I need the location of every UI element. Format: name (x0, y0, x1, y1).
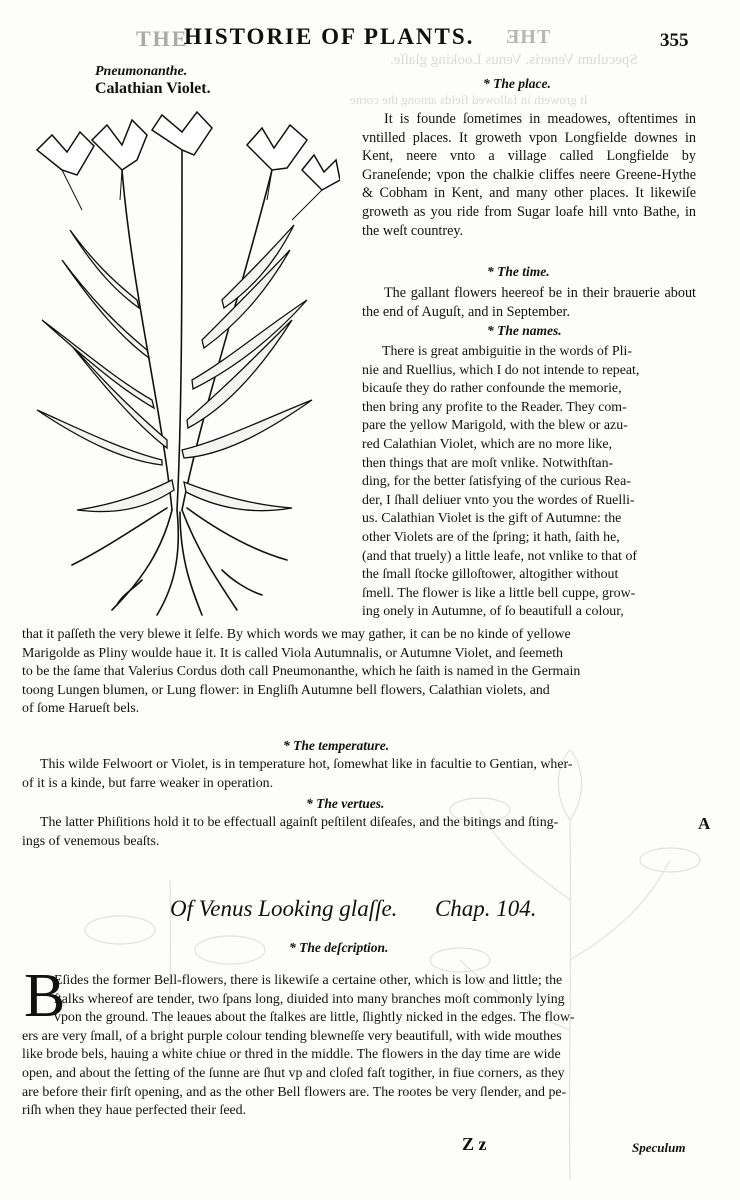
section-text-temperature (22, 756, 698, 793)
text-line: ers are very ſmall, of a bright purple colour tending blewneſſe very beautifull, with wide mouthes (22, 1028, 562, 1044)
page-number: 355 (660, 30, 689, 51)
text-line: like brode bels, hauing a white chiue or thred in the middle. The flowers in the day time are wide (22, 1047, 561, 1063)
text-line: that it paſſeth the very blewe it ſelfe. By which words we may gather, it can be no kinde of yellowe (22, 627, 571, 642)
text-line: bicauſe they do rather confounde the memorie, (362, 381, 622, 397)
chapter-number: Chap. 104. (434, 896, 537, 921)
section-heading-vertues: * The vertues. (306, 796, 385, 811)
text-line: ſmell. The flower is like a little bell cuppe, grow- (362, 585, 636, 601)
drop-cap: B (24, 962, 66, 1030)
bleed-header: THE (136, 26, 189, 51)
text-line: open, and about the ſetting of the ſunne are ſhut vp and cloſed faſt togither, in fiue corners, as they (22, 1065, 565, 1081)
text-line: ings of venemous beaſts. (22, 833, 160, 849)
section-text-names-continued (22, 626, 698, 719)
text-line: of it is a kinde, but farre weaker in operation. (22, 775, 274, 791)
chapter-name: Of Venus Looking glaſſe. (170, 896, 398, 921)
section-text-description (22, 972, 698, 1121)
text-line: the ſmall ſtocke gilloſtower, altogither without (362, 567, 619, 583)
section-text-time: The gallant flowers heereof be in their brauerie about the end of Auguſt, and in September. (362, 285, 696, 320)
text-line: (and that truely) a little leafe, not vnlike to that of (362, 548, 638, 564)
text-line: ſtalks whereof are tender, two ſpans long, diuided into many branches moſt commonly lying (54, 991, 565, 1007)
margin-letter: A (698, 814, 711, 833)
bleed-through-line: It groweth in fallowed fields among the corne (350, 92, 588, 107)
text-line: other Violets are of the ſpring; it hath, ſaith he, (362, 529, 620, 545)
text-line: us. Calathian Violet is the gift of Autumne: the (362, 511, 622, 527)
section-heading-place: * The place. (483, 76, 551, 91)
text-line: riſh when they haue perfected their ſeed. (22, 1103, 247, 1119)
plant-latin-name: Pneumonanthe. (95, 64, 188, 79)
text-line: There is great ambiguitie in the words of Pli- (382, 344, 632, 359)
text-line: ding, for the better ſatisfying of the curious Rea- (362, 474, 631, 490)
section-heading-description: * The deſcription. (289, 940, 389, 955)
signature-mark: Z z (462, 1134, 487, 1154)
text-line: Marigolde as Pliny woulde haue it. It is called Viola Autumnalis, or Autumne Violet, and ſeemeth (22, 645, 563, 661)
section-text-names (362, 343, 696, 622)
text-line: of ſome Harueſt bels. (22, 701, 140, 717)
text-line: to be the ſame that Valerius Cordus doth call Pneumonanthe, which he ſaith is named in the Germain (22, 664, 581, 680)
woodcut-illustration (22, 110, 340, 620)
text-line: The latter Phiſitions hold it to be effectuall againſt peſtilent diſeaſes, and the bitings and ſting- (40, 815, 559, 830)
section-heading-temperature: * The temperature. (283, 738, 390, 753)
text-line: der, I ſhall deliuer vnto you the wordes of Ruelli- (362, 492, 635, 508)
section-text-vertues (22, 814, 698, 851)
text-line: red Calathian Violet, which are no more like, (362, 436, 613, 452)
chapter-title (170, 896, 537, 922)
bleed-header: THE (505, 26, 551, 48)
text-line: then bring any profite to the Reader. They com- (362, 399, 627, 415)
section-heading-time: * The time. (487, 264, 550, 279)
bleed-through-line: Speculum Veneris. Venus Looking glaſſe. (390, 52, 638, 68)
text-line: nie and Ruellius, which I do not intende to repeat, (362, 362, 640, 378)
running-title: HISTORIE OF PLANTS. (184, 24, 475, 49)
section-heading-names: * The names. (487, 323, 562, 338)
text-line: are before their firſt opening, and as the other Bell flowers are. The rootes be very ſlender, and pe- (22, 1084, 567, 1100)
section-text-place: It is founde ſometimes in meadowes, oftentimes in vntilled places. It groweth vpon Longfielde downes in Kent, neere vnto a village called Longfielde by Graneſende; vpon the chalkie cliffes neere Greene-Hythe & Cobham in Kent, and many other places. It likewiſe groweth as you ride from Sugar loafe hill vnto Bathe, in the weſt countrey. (362, 111, 696, 239)
text-line: Eſides the former Bell-flowers, there is likewiſe a certaine other, which is low and little; the (54, 973, 563, 988)
text-line: toong Lungen blumen, or Lung flower: in Engliſh Autumne bell flowers, Calathian violets, and (22, 682, 550, 698)
catchword: Speculum (632, 1140, 686, 1155)
text-line: This wilde Felwoort or Violet, is in temperature hot, ſomewhat like in facultie to Gentian, wher- (40, 757, 573, 772)
text-line: vpon the ground. The leaues about the ſtalkes are little, ſlightly nicked in the edges. The flow- (54, 1010, 575, 1026)
text-line: then things that are moſt vnlike. Notwithſtan- (362, 455, 614, 471)
plant-english-name: Calathian Violet. (95, 80, 211, 97)
text-line: pare the yellow Marigold, with the blew or azu- (362, 418, 628, 434)
text-line: ing onely in Autumne, of ſo beautifull a colour, (362, 604, 624, 620)
